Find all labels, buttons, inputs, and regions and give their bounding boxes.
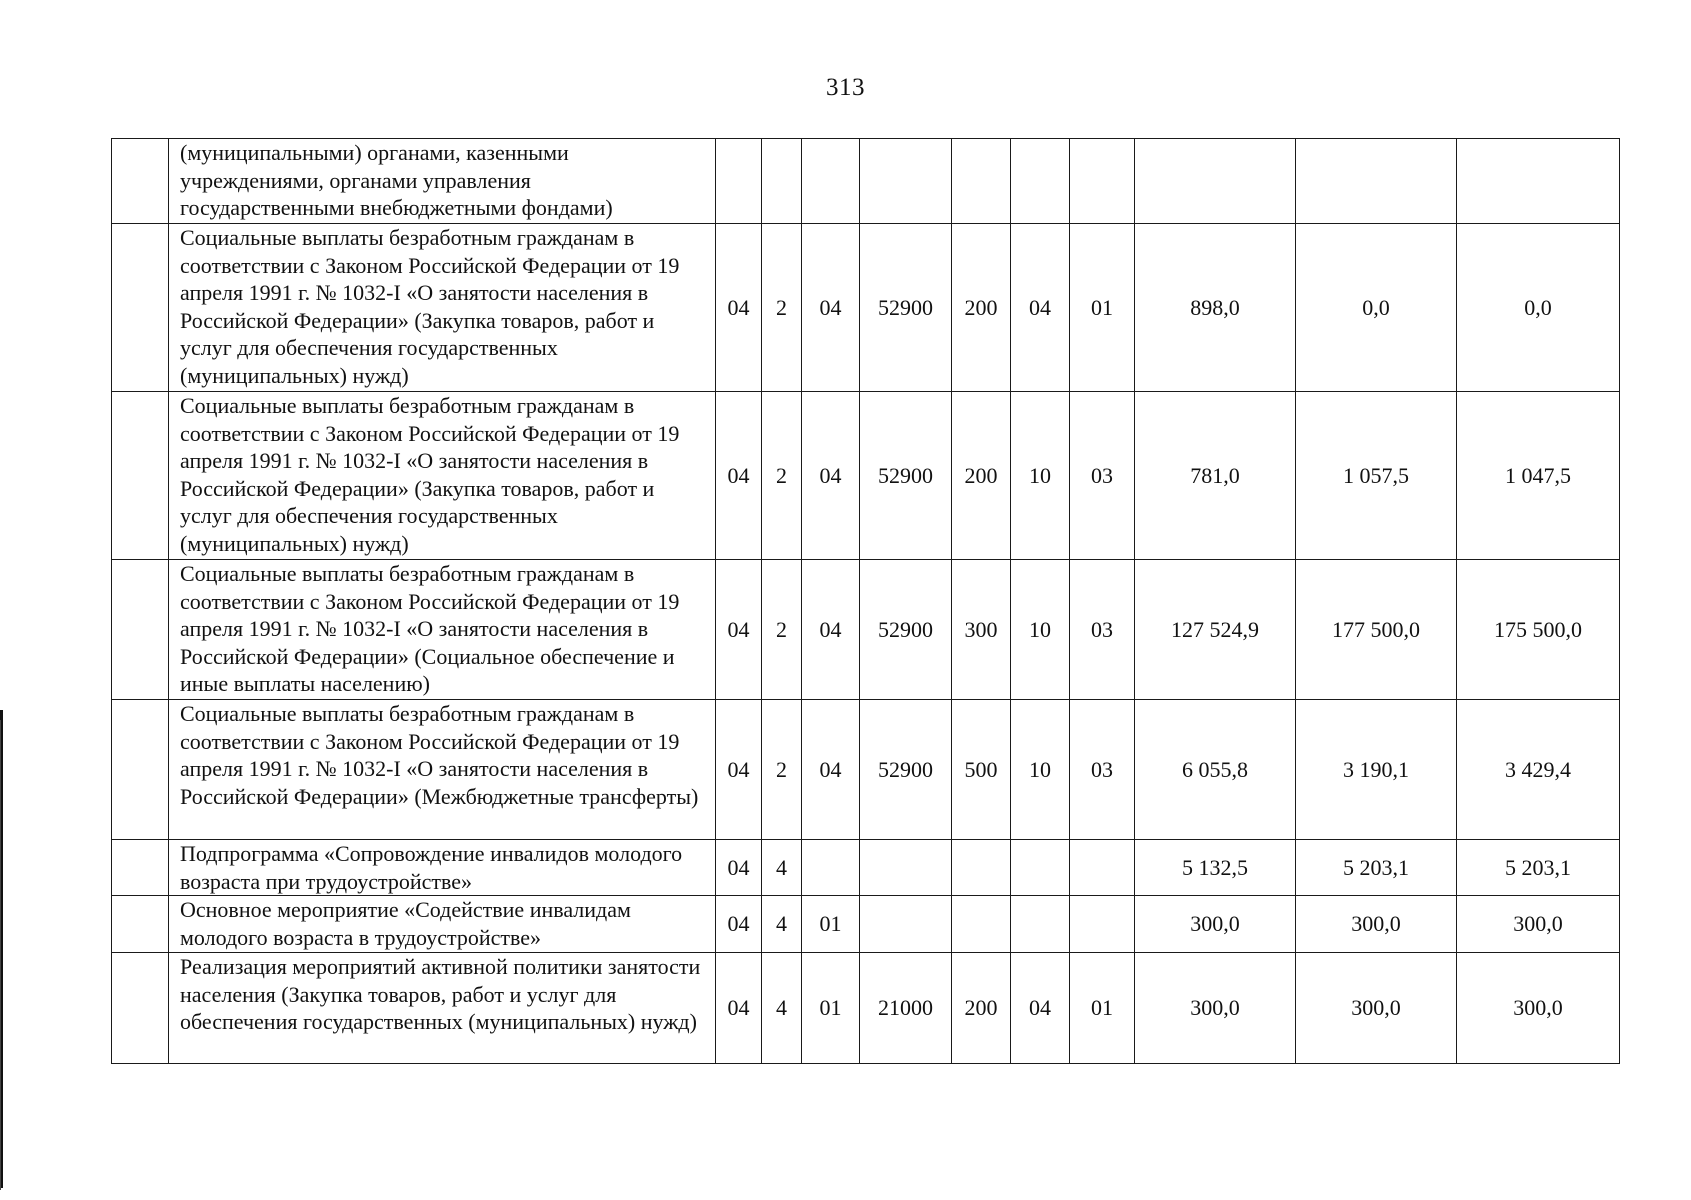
- amount-cell-v1: 127 524,9: [1135, 560, 1296, 700]
- row-description: Реализация мероприятий активной политики занятости населения (Закупка товаров, работ и услуг для обеспечения государственных (муниципальных) нужд): [169, 953, 716, 1064]
- row-description: Социальные выплаты безработным гражданам в соответствии с Законом Российской Федерации от 19 апреля 1991 г. № 1032-I «О занятости населения в Российской Федерации» (Межбюджетные трансферты): [169, 700, 716, 840]
- code-cell-c2: 2: [762, 560, 802, 700]
- code-cell-c3: 01: [802, 896, 860, 953]
- code-cell-c5: 500: [952, 700, 1011, 840]
- amount-cell-v2: [1296, 139, 1457, 224]
- amount-cell-v3: 5 203,1: [1457, 840, 1620, 896]
- row-description: Социальные выплаты безработным гражданам в соответствии с Законом Российской Федерации от 19 апреля 1991 г. № 1032-I «О занятости населения в Российской Федерации» (Социальное обеспечение и иные выплаты населению): [169, 560, 716, 700]
- amount-cell-v3: 3 429,4: [1457, 700, 1620, 840]
- code-cell-c2: 2: [762, 392, 802, 560]
- row-number-cell: [112, 953, 169, 1064]
- amount-cell-v2: 0,0: [1296, 224, 1457, 392]
- amount-cell-v1: 898,0: [1135, 224, 1296, 392]
- scan-edge-mark-thin: [0, 720, 1, 1190]
- code-cell-c5: 300: [952, 560, 1011, 700]
- code-cell-c5: [952, 896, 1011, 953]
- code-cell-c6: 10: [1011, 560, 1070, 700]
- code-cell-c6: [1011, 139, 1070, 224]
- code-cell-c5: 200: [952, 953, 1011, 1064]
- amount-cell-v1: 300,0: [1135, 896, 1296, 953]
- code-cell-c7: 01: [1070, 224, 1135, 392]
- code-cell-c4: [860, 896, 952, 953]
- row-number-cell: [112, 560, 169, 700]
- code-cell-c1: 04: [716, 896, 762, 953]
- amount-cell-v3: [1457, 139, 1620, 224]
- amount-cell-v2: 3 190,1: [1296, 700, 1457, 840]
- row-description: (муниципальными) органами, казенными учреждениями, органами управления государственными внебюджетными фондами): [169, 139, 716, 224]
- row-description: Подпрограмма «Сопровождение инвалидов молодого возраста при трудоустройстве»: [169, 840, 716, 896]
- row-description: Социальные выплаты безработным гражданам в соответствии с Законом Российской Федерации от 19 апреля 1991 г. № 1032-I «О занятости населения в Российской Федерации» (Закупка товаров, работ и услуг для обеспечения государственных (муниципальных) нужд): [169, 392, 716, 560]
- code-cell-c4: 21000: [860, 953, 952, 1064]
- code-cell-c3: 04: [802, 392, 860, 560]
- amount-cell-v3: 1 047,5: [1457, 392, 1620, 560]
- amount-cell-v2: 177 500,0: [1296, 560, 1457, 700]
- code-cell-c4: 52900: [860, 392, 952, 560]
- code-cell-c7: 03: [1070, 700, 1135, 840]
- code-cell-c1: 04: [716, 953, 762, 1064]
- code-cell-c2: 2: [762, 700, 802, 840]
- code-cell-c6: 10: [1011, 392, 1070, 560]
- code-cell-c4: [860, 840, 952, 896]
- code-cell-c2: 4: [762, 896, 802, 953]
- code-cell-c7: 03: [1070, 392, 1135, 560]
- code-cell-c5: [952, 840, 1011, 896]
- table-row: [112, 139, 1620, 224]
- table-row: [112, 953, 1620, 1064]
- row-description: Основное мероприятие «Содействие инвалидам молодого возраста в трудоустройстве»: [169, 896, 716, 953]
- table-row: [112, 392, 1620, 560]
- row-number-cell: [112, 840, 169, 896]
- amount-cell-v3: 175 500,0: [1457, 560, 1620, 700]
- amount-cell-v1: 6 055,8: [1135, 700, 1296, 840]
- code-cell-c3: [802, 139, 860, 224]
- code-cell-c2: 2: [762, 224, 802, 392]
- table-row: [112, 224, 1620, 392]
- code-cell-c7: [1070, 139, 1135, 224]
- amount-cell-v1: [1135, 139, 1296, 224]
- amount-cell-v1: 300,0: [1135, 953, 1296, 1064]
- table-row: [112, 560, 1620, 700]
- code-cell-c7: [1070, 840, 1135, 896]
- code-cell-c2: [762, 139, 802, 224]
- code-cell-c3: 04: [802, 560, 860, 700]
- row-number-cell: [112, 392, 169, 560]
- code-cell-c2: 4: [762, 953, 802, 1064]
- code-cell-c4: [860, 139, 952, 224]
- code-cell-c1: 04: [716, 224, 762, 392]
- amount-cell-v2: 300,0: [1296, 953, 1457, 1064]
- code-cell-c6: 10: [1011, 700, 1070, 840]
- row-number-cell: [112, 224, 169, 392]
- code-cell-c1: 04: [716, 840, 762, 896]
- code-cell-c4: 52900: [860, 224, 952, 392]
- amount-cell-v2: 1 057,5: [1296, 392, 1457, 560]
- page-number: 313: [826, 74, 865, 101]
- amount-cell-v3: 300,0: [1457, 953, 1620, 1064]
- code-cell-c1: [716, 139, 762, 224]
- amount-cell-v1: 5 132,5: [1135, 840, 1296, 896]
- code-cell-c5: [952, 139, 1011, 224]
- amount-cell-v2: 5 203,1: [1296, 840, 1457, 896]
- code-cell-c5: 200: [952, 392, 1011, 560]
- row-number-cell: [112, 700, 169, 840]
- code-cell-c3: 04: [802, 224, 860, 392]
- row-description: Социальные выплаты безработным гражданам в соответствии с Законом Российской Федерации от 19 апреля 1991 г. № 1032-I «О занятости населения в Российской Федерации» (Закупка товаров, работ и услуг для обеспечения государственных (муниципальных) нужд): [169, 224, 716, 392]
- row-number-cell: [112, 139, 169, 224]
- code-cell-c1: 04: [716, 700, 762, 840]
- code-cell-c7: 03: [1070, 560, 1135, 700]
- code-cell-c4: 52900: [860, 700, 952, 840]
- code-cell-c6: 04: [1011, 224, 1070, 392]
- table-row: [112, 700, 1620, 840]
- code-cell-c1: 04: [716, 392, 762, 560]
- row-number-cell: [112, 896, 169, 953]
- amount-cell-v3: 300,0: [1457, 896, 1620, 953]
- code-cell-c1: 04: [716, 560, 762, 700]
- amount-cell-v1: 781,0: [1135, 392, 1296, 560]
- amount-cell-v2: 300,0: [1296, 896, 1457, 953]
- budget-table-body: [112, 139, 1620, 1064]
- code-cell-c6: [1011, 840, 1070, 896]
- code-cell-c3: 01: [802, 953, 860, 1064]
- code-cell-c6: 04: [1011, 953, 1070, 1064]
- code-cell-c4: 52900: [860, 560, 952, 700]
- budget-table: [111, 138, 1620, 1064]
- code-cell-c7: 01: [1070, 953, 1135, 1064]
- code-cell-c2: 4: [762, 840, 802, 896]
- amount-cell-v3: 0,0: [1457, 224, 1620, 392]
- code-cell-c3: 04: [802, 700, 860, 840]
- code-cell-c6: [1011, 896, 1070, 953]
- table-row: [112, 840, 1620, 896]
- table-row: [112, 896, 1620, 953]
- code-cell-c3: [802, 840, 860, 896]
- code-cell-c5: 200: [952, 224, 1011, 392]
- code-cell-c7: [1070, 896, 1135, 953]
